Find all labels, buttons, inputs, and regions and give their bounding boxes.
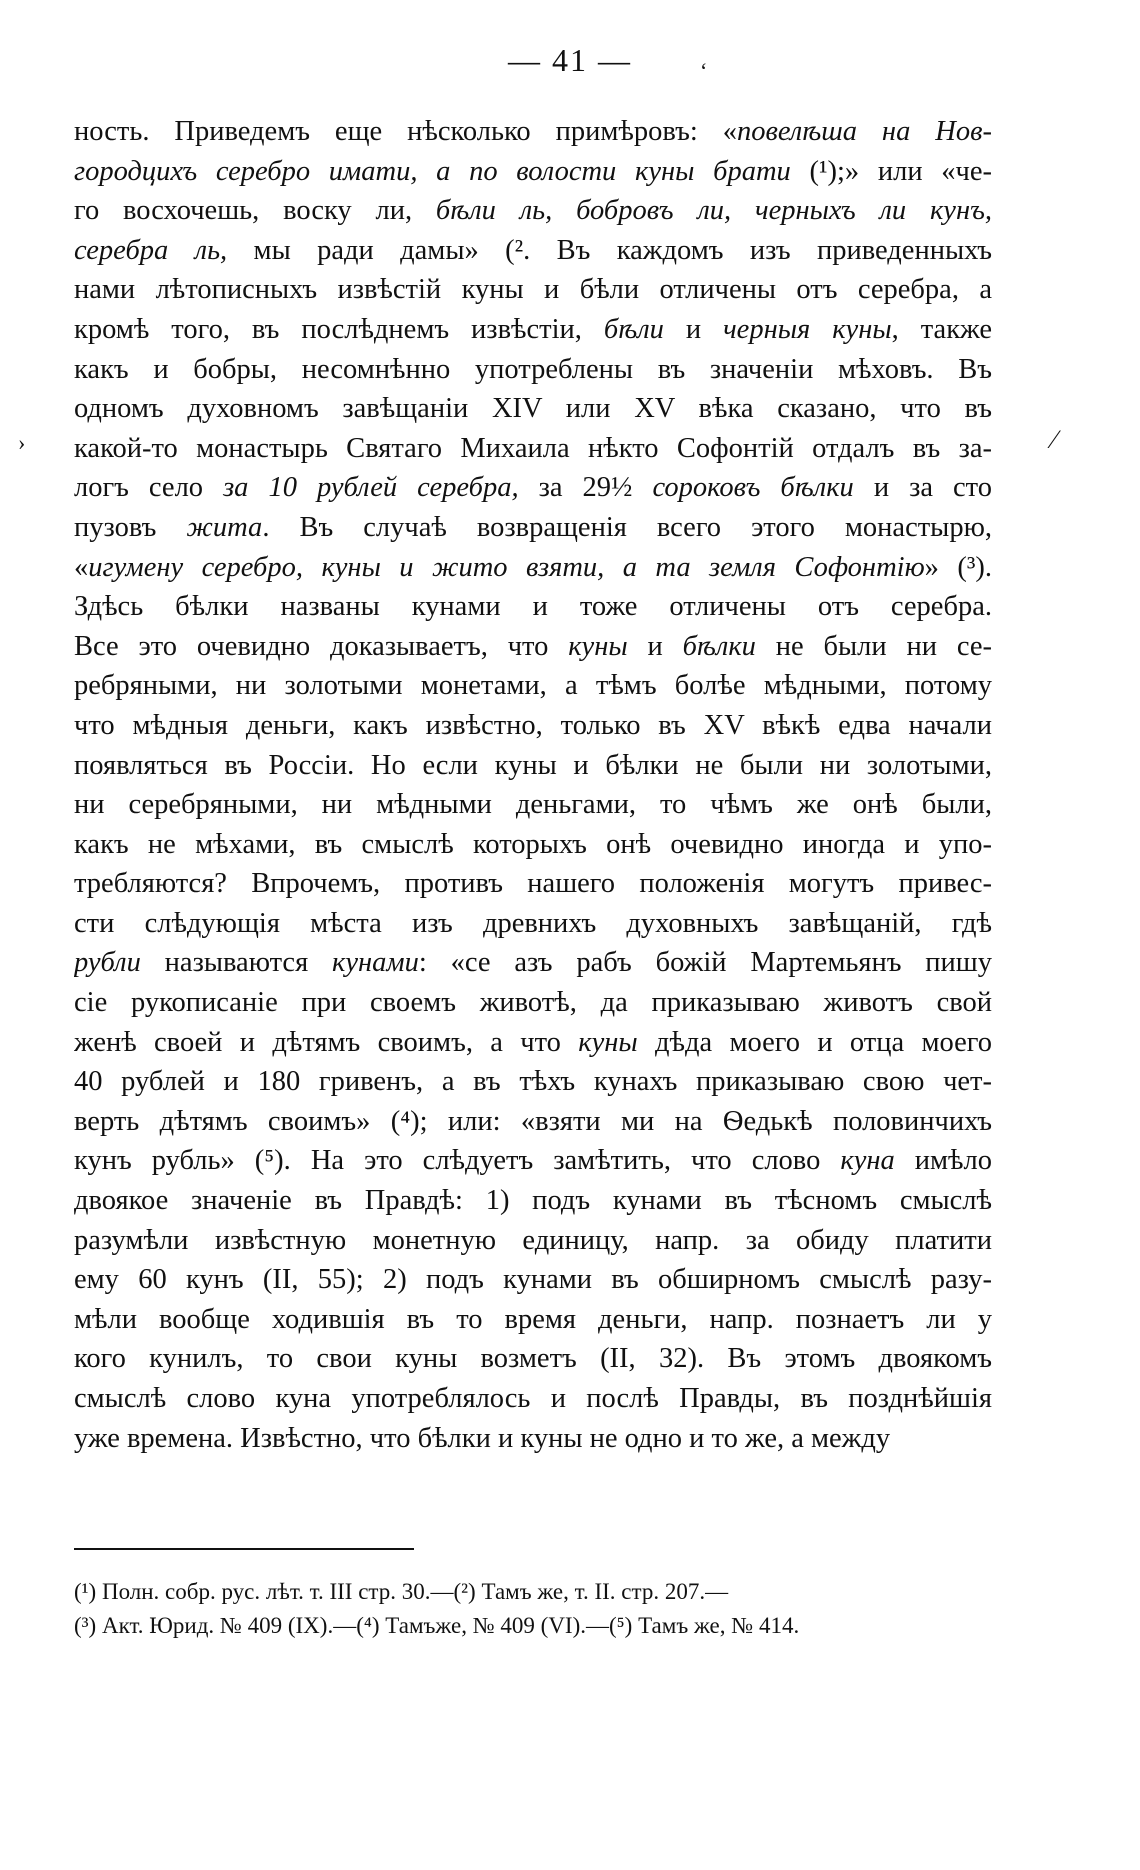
text-run: пузовъ: [74, 511, 187, 543]
text-line: [74, 1102, 992, 1142]
italic-run: повелѣша на Нов-: [736, 116, 992, 147]
italic-run: жита: [186, 511, 263, 543]
text-run: 40 рублей и 180 гривенъ, а въ тѣхъ кунахъ приказываю свою чет-: [74, 1066, 992, 1098]
footnotes: [74, 1575, 992, 1643]
text-line: [74, 785, 992, 825]
text-run: (¹);» или «че-: [790, 155, 992, 187]
text-run: го восхочешь, воску ли,: [74, 195, 436, 227]
margin-mark-left: ›: [18, 430, 26, 455]
text-run: двоякое значеніе въ Правдѣ: 1) подъ кунами въ тѣсномъ смыслѣ: [74, 1185, 992, 1217]
text-line: [74, 468, 992, 508]
text-run: ему 60 кунъ (II, 55); 2) подъ кунами въ обширномъ смыслѣ разу-: [74, 1264, 992, 1296]
italic-run: бѣли: [603, 313, 664, 345]
text-run: дѣда моего и отца моего: [637, 1026, 992, 1058]
text-line: [74, 191, 992, 231]
text-run: нами лѣтописныхъ извѣстій куны и бѣли отличены отъ серебра, а: [74, 274, 992, 306]
text-line: [74, 627, 992, 667]
text-line: [74, 706, 992, 746]
italic-run: куна: [840, 1145, 895, 1177]
italic-run: кунами: [332, 947, 419, 979]
text-run: сіе рукописаніе при своемъ животѣ, да приказываю животъ свой: [74, 987, 992, 1019]
italic-run: серебра ль,: [74, 234, 228, 266]
text-run: смыслѣ слово куна употреблялось и послѣ Правды, въ позднѣйшія: [74, 1383, 992, 1414]
text-line: [74, 746, 992, 786]
margin-mark-right: ⁄: [1052, 425, 1057, 454]
text-line: [74, 1141, 992, 1181]
text-line: [74, 310, 992, 350]
italic-run: куны: [578, 1026, 638, 1058]
text-line: [74, 864, 992, 904]
text-line: [74, 152, 992, 192]
text-line: [74, 1419, 992, 1459]
italic-run: сороковъ бѣлки: [652, 472, 854, 504]
corner-mark: ‘: [700, 58, 708, 83]
text-line: [74, 587, 992, 627]
text-run: . Въ случаѣ возвращенія всего этого монастырю,: [262, 511, 992, 543]
text-run: за 29½: [518, 472, 653, 504]
text-run: женѣ своей и дѣтямъ своимъ, а что: [74, 1026, 579, 1058]
text-run: не были ни се-: [755, 630, 992, 662]
footnote-line: (³) Акт. Юрид. № 409 (IX).—(⁴) Тамъже, № 409 (VI).—(⁵) Тамъ же, № 414.: [74, 1613, 800, 1638]
text-line: [74, 666, 992, 706]
italic-run: бѣли ль, бобровъ ли, черныхъ ли кунъ,: [435, 195, 992, 227]
text-run: , также: [891, 313, 992, 345]
text-run: Все это очевидно доказываетъ, что: [74, 630, 569, 662]
text-line: [74, 389, 992, 429]
text-run: и: [627, 630, 683, 662]
text-run: «: [74, 551, 89, 583]
text-run: и за сто: [853, 472, 992, 504]
text-line: [74, 429, 992, 469]
page-number: — 41 —: [508, 42, 632, 78]
text-run: появляться въ Россіи. Но если куны и бѣлки не были ни золотыми,: [74, 749, 992, 781]
italic-run: рубли: [74, 947, 141, 979]
text-run: кого кунилъ, то свои куны возметъ (II, 32). Въ этомъ двоякомъ: [74, 1343, 992, 1375]
text-line: [74, 1221, 992, 1261]
text-line: [74, 112, 992, 152]
text-run: уже времена. Извѣстно, что бѣлки и куны не одно и то же, а между: [74, 1422, 891, 1454]
text-line: [74, 1181, 992, 1221]
text-run: мѣли вообще ходившія въ то время деньги, напр. познаетъ ли у: [74, 1303, 992, 1335]
text-run: мы ради дамы» (². Въ каждомъ изъ приведенныхъ: [227, 234, 992, 266]
footnote-line: (¹) Полн. собр. рус. лѣт. т. III стр. 30.—(²) Тамъ же, т. II. стр. 207.—: [74, 1579, 729, 1604]
text-line: [74, 983, 992, 1023]
text-line: [74, 1062, 992, 1102]
text-line: [74, 508, 992, 548]
text-run: какъ и бобры, несомнѣнно употреблены въ значеніи мѣховъ. Въ: [74, 353, 992, 385]
text-run: имѣло: [894, 1145, 992, 1177]
footnote-divider: [74, 1548, 414, 1550]
text-run: ность. Приведемъ еще нѣсколько примѣровъ: «: [74, 116, 737, 147]
text-run: называются: [140, 947, 333, 979]
text-run: : «се азъ рабъ божій Мартемьянъ пишу: [418, 947, 992, 979]
text-line: [74, 548, 992, 588]
text-run: кромѣ того, въ послѣднемъ извѣстіи,: [74, 313, 604, 345]
italic-run: куны: [568, 630, 628, 662]
text-run: кунъ рубль» (⁵). На это слѣдуетъ замѣтить, что слово: [74, 1145, 841, 1177]
text-run: какъ не мѣхами, въ смыслѣ которыхъ онѣ очевидно иногда и упо-: [74, 828, 992, 860]
text-run: какой-то монастырь Святаго Михаила нѣкто Софонтій отдалъ въ за-: [74, 432, 992, 464]
italic-run: бѣлки: [682, 630, 756, 662]
italic-run: за 10 рублей серебра,: [223, 472, 519, 504]
text-run: » (³).: [924, 551, 992, 583]
text-line: [74, 350, 992, 390]
text-run: разумѣли извѣстную монетную единицу, напр. за обиду платити: [74, 1224, 992, 1256]
text-run: логъ село: [74, 472, 224, 504]
text-run: Здѣсь бѣлки названы кунами и тоже отличены отъ серебра.: [74, 591, 992, 623]
text-run: одномъ духовномъ завѣщаніи XIV или XV вѣка сказано, что въ: [74, 393, 992, 425]
text-line: [74, 270, 992, 310]
italic-run: черныя куны: [723, 313, 892, 345]
text-line: [74, 1339, 992, 1379]
text-line: [74, 1300, 992, 1340]
text-run: требляются? Впрочемъ, противъ нашего положенія могутъ привес-: [74, 868, 992, 900]
text-line: [74, 231, 992, 271]
text-run: и: [663, 313, 724, 345]
text-line: [74, 943, 992, 983]
text-line: [74, 904, 992, 944]
text-run: верть дѣтямъ своимъ» (⁴); или: «взяти ми на Ѳедькѣ половинчихъ: [74, 1105, 992, 1137]
text-run: сти слѣдующія мѣста изъ древнихъ духовныхъ завѣщаній, гдѣ: [74, 907, 992, 939]
text-run: что мѣдныя деньги, какъ извѣстно, только въ XV вѣкѣ едва начали: [74, 709, 992, 741]
text-line: [74, 825, 992, 865]
text-run: ни серебряными, ни мѣдными деньгами, то чѣмъ же онѣ были,: [74, 789, 992, 821]
text-line: [74, 1260, 992, 1300]
italic-run: игумену серебро, куны и жито взяти, а та земля Софонтію: [88, 551, 925, 583]
body-text: [74, 112, 992, 1458]
text-run: ребряными, ни золотыми монетами, а тѣмъ болѣе мѣдными, потому: [74, 670, 992, 702]
text-line: [74, 1379, 992, 1419]
text-line: [74, 1023, 992, 1063]
italic-run: городцихъ серебро имати, а по волости куны брати: [74, 155, 791, 187]
